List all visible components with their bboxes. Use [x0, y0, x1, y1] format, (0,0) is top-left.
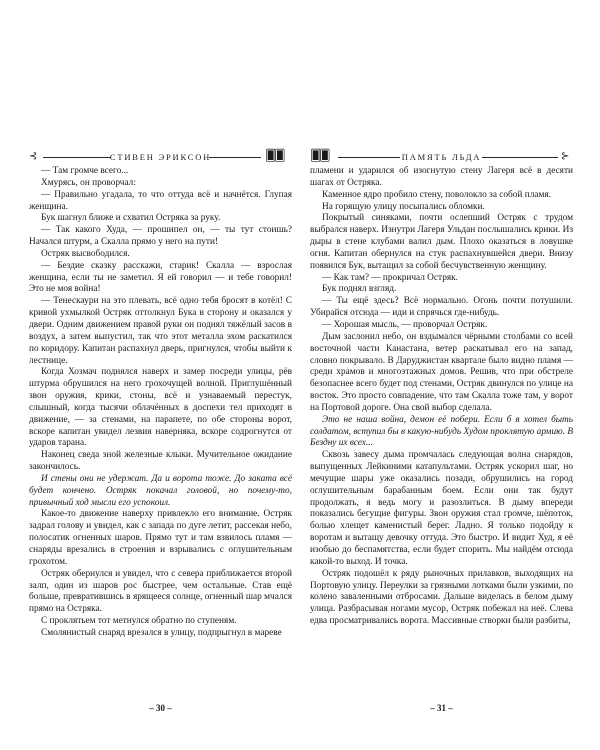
paragraph: Остряк подошёл к ряду рыночных прилавков, выходящих на Портовую улицу. Переулки за грязными лотками были узкими, по колено заваленными отбросами. Дальше виделась в белом дыму улица. Разбрасывая ногами мусор, Остряк побежал на неё. Слева едва просматривались ворота. Массивные створки были разбиты, — [310, 568, 573, 627]
right-running-header — [310, 150, 573, 164]
paragraph: — Хорошая мысль, — проворчал Остряк. — [322, 319, 488, 330]
italic-text: И стены они не удержат. Да и ворота тоже. До заката всё будет кончено. Остряк покачал головой, но почему-то, привычный ход мысли его успокоил. — [29, 473, 292, 508]
paragraph: — Бездие сказку расскажи, старик! Скалла — взрослая женщина, если ты не заметил. Я ей говорил — и тебе говорил! Это не моя война! — [29, 260, 292, 295]
paragraph: Покрытый синяками, почти ослепший Остряк с трудом выбрался наверх. Изнутри Лагеря Ульдан послышались крики. Из дыры в стене клубами валил дым. Плохо оказаться в ловушке огня. Капитан обернулся на стук распахнувшейся двери. Внизу появился Бук, вытащил за собой бесчувственную женщину. — [310, 213, 573, 271]
paragraph: пламени и ударился об изогнутую стену Лагеря всё в десяти шагах от Остряка. — [310, 166, 573, 188]
paragraph: Бук шагнул ближе и схватил Остряка за руку. — [41, 213, 221, 224]
playing-cards-icon: 🂠🂠 — [310, 150, 329, 162]
paragraph: — Там громче всего... — [41, 166, 129, 176]
paragraph: Сквозь завесу дыма промчалась следующая волна снарядов, выпущенных Лейкиними катапультами. Остряк ускорил шаг, но мечущие шары уже оказались позади, обрушились на город оглушительным барабанным боем. Если они так будут продолжать, я ведь могу и разозлиться. В дыму впереди показались бегущие фигуры. Звон оружия стал громче, шёпоток, болью хлещет каменистый берег. Ладно. Я только подойду к воротам и вытащу девочку оттуда. Это быстро. И видит Худ, я её изобью до беспамятства, если будет спорить. Мы найдём отсюда какой-то выход. И точка. — [310, 450, 573, 567]
left-header-title: СТИВЕН ЭРИКСОН — [109, 152, 212, 162]
paragraph: Какое-то движение наверху привлекло его внимание. Остряк задрал голову и увидел, как с запада по дуге летит, рассекая небо, полосатик огненных шаров. Прямо тут и там взвилось пламя — снаряды врезались в строения и взрывались с оглушительным грохотом. — [29, 509, 292, 567]
right-header-title: ПАМЯТЬ ЛЬДА — [401, 152, 482, 162]
paragraph: — Ты ещё здесь? Всё нормально. Огонь почти потушили. Убирайся отсюда — иди и спрячься где-нибудь. — [310, 296, 573, 319]
paragraph: Дым заслонил небо, он вздымался чёрными столбами со всей восточной части Канастана, ветер раскатывал его на запад, словно покрывало. В Даруджистан квартале было видно пламя — среди храмов и многоэтажных домов. Решив, что при обстреле безопаснее всего будет под стенами, Остряк двинулся по улице на восток. Это просто совпадение, что там Скалла тоже там, у ворот на Портовой дороге. Она свой выбор сделала. — [310, 331, 573, 413]
left-running-header — [29, 150, 292, 164]
paragraph: Наконец сведа зной железные клыки. Мучительное ожидание закончилось. — [29, 450, 292, 473]
right-body-text — [310, 166, 573, 628]
paragraph-italic — [310, 415, 573, 451]
paragraph: Каменное ядро пробило стену, поволокло за собой пламя. — [322, 189, 551, 200]
header-rule — [482, 157, 558, 158]
paragraph: Когда Хозмач поднялся наверх и замер посреди улицы, рёв штурма обрушился на него грохочущей волной. Приглушённый звон оружия, крики, стоны, всё и узнаваемый перестук, слышный, когда тысячи облачённых в доспехи тел приходят в движение, — за стенами, на парапете, по обе стороны ворот, вскоре капитан увидел лезвия наверняка, вскоре содрогнутся от ударов тарана. — [29, 367, 292, 449]
italic-text: Это не наша война, демон её побери. Если б я хотел быть солдатом, вступил бы в какую-нибудь Худом проклятую армию. В Бездну их всех... — [310, 414, 573, 449]
paragraph: Бук поднял взгляд. — [322, 284, 397, 295]
left-page — [29, 150, 292, 713]
paragraph: Остряк обернулся и увидел, что с севера приближается второй залп, один из шаров рос быстрее, чем остальные. Став ещё больше, превратившись в ярящееся солнце, огненный шар мчался прямо на Остряка. — [29, 568, 292, 615]
left-body-text — [29, 166, 292, 640]
paragraph: — Тенескаури на это плевать, всё одно тебя бросят в котёл! С кривой ухмылкой Остряк оттолкнул Бука в сторону и оказался у двери. Одним движением правой руки он поднял тяжёлый засов в воздух, а затем выпустил, так что этот металла эхом раскатился по коридору. Капитан распахнул дверь, пригнулся, чтобы выйти к лестнице. — [29, 296, 292, 366]
paragraph: — Правильно угадала, то что оттуда всё и начнётся. Глупая женщина. — [29, 189, 292, 212]
paragraph: Остряк высвободился. — [41, 248, 130, 259]
paragraph-italic — [29, 474, 292, 510]
paragraph: Смолянистый снаряд врезался в улицу, подпрыгнул в мареве — [41, 627, 282, 638]
playing-cards-icon: 🂠🂠 — [265, 150, 284, 162]
right-page-number: – 31 – — [430, 703, 453, 713]
paragraph: С проклятьем тот метнулся обратно по ступеням. — [41, 616, 237, 627]
paragraph: — Как там? — прокричал Остряк. — [322, 272, 458, 283]
paragraph: — Так какого Худа, — прошипел он, — ты тут стоишь? Начался штурм, а Скалла прямо у него на пути! — [29, 225, 292, 248]
right-page — [310, 150, 573, 713]
paragraph: Хмурясь, он проворчал: — [41, 177, 136, 188]
header-rule — [209, 157, 261, 158]
wing-ornament-icon: ⊱ — [561, 151, 570, 162]
left-page-number: – 30 – — [149, 703, 172, 713]
wing-ornament-icon: ⊰ — [29, 151, 38, 162]
paragraph: На горящую улицу посыпались обломки. — [322, 201, 485, 212]
